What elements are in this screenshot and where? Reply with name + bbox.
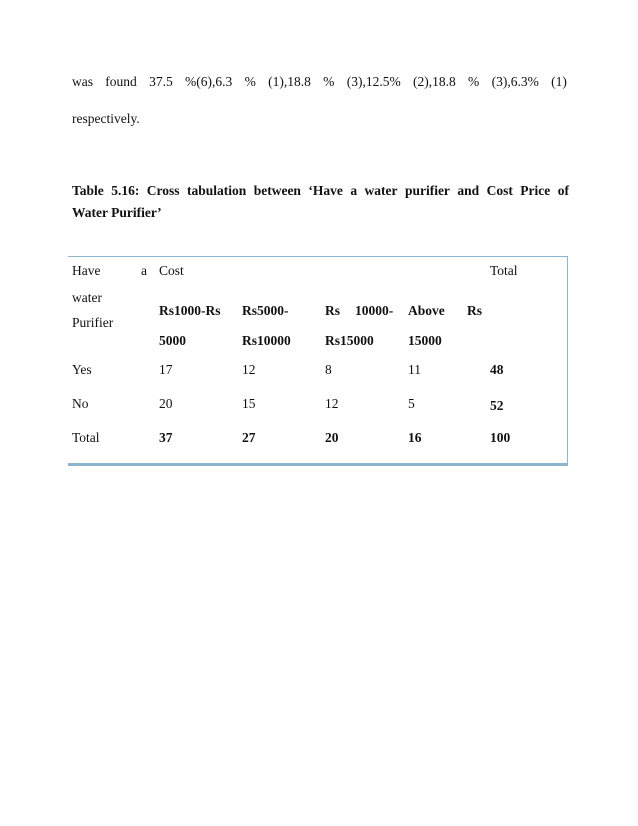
table-caption-line-2: Water Purifier’: [72, 205, 162, 220]
header-cost: Cost: [159, 263, 184, 278]
table-cell: 37: [159, 430, 173, 445]
caption-word: and: [457, 183, 480, 198]
caption-word: ‘Have: [308, 183, 343, 198]
header-row-label-water: water: [72, 290, 102, 305]
header-total: Total: [490, 263, 518, 278]
table-row-label-no: No: [72, 396, 89, 411]
paragraph-word: (3),12.5%: [346, 74, 401, 89]
header-row-label-purifier: Purifier: [72, 315, 114, 330]
paragraph-word: %(6),6.3: [185, 74, 233, 89]
caption-word: Price: [520, 183, 551, 198]
caption-word: a: [350, 183, 358, 198]
caption-word: Table: [72, 183, 104, 198]
column-header-2-line-1: Rs5000-: [242, 303, 289, 318]
caption-word: purifier: [404, 183, 450, 198]
table-cell-total: 48: [490, 362, 504, 377]
column-header-1-line-2: 5000: [159, 333, 186, 348]
column-header-3-line-2: Rs15000: [325, 333, 374, 348]
column-header-4-line-1b: Rs: [467, 303, 483, 318]
paragraph-word: %: [468, 74, 480, 89]
table-cell: 11: [408, 362, 421, 377]
paragraph-word: 37.5: [149, 74, 173, 89]
column-header-4-line-2: 15000: [408, 333, 442, 348]
column-header-3-line-1b: 10000-: [355, 303, 394, 318]
column-header-2-line-2: Rs10000: [242, 333, 291, 348]
column-header-4-line-1a: Above: [408, 303, 445, 318]
table-cell: 20: [325, 430, 339, 445]
caption-word: Cost: [486, 183, 513, 198]
column-header-1-line-1: Rs1000-Rs: [159, 303, 221, 318]
caption-word: of: [557, 183, 569, 198]
table-cell: 15: [242, 396, 256, 411]
paragraph-word: (1): [551, 74, 567, 89]
paragraph-word: found: [105, 74, 137, 89]
paragraph-word: %: [323, 74, 335, 89]
table-cell: 16: [408, 430, 422, 445]
caption-word: Cross: [146, 183, 180, 198]
table-row-label-yes: Yes: [72, 362, 92, 377]
paragraph-line-2: respectively.: [72, 111, 140, 126]
paragraph-word: (2),18.8: [413, 74, 456, 89]
table-cell: 27: [242, 430, 256, 445]
table-caption: [72, 180, 569, 224]
caption-word: 5.16:: [111, 183, 140, 198]
table-caption-line-1: [72, 180, 569, 202]
table-cell: 20: [159, 396, 173, 411]
table-row-label-total: Total: [72, 430, 100, 445]
table-cell: 12: [325, 396, 339, 411]
table-cell: 8: [325, 362, 332, 377]
table-cell: 17: [159, 362, 173, 377]
caption-word: water: [364, 183, 398, 198]
paragraph-word: (3),6.3%: [491, 74, 539, 89]
paragraph-word: %: [244, 74, 256, 89]
caption-word: tabulation: [186, 183, 247, 198]
caption-word: between: [253, 183, 301, 198]
paragraph-word: was: [72, 74, 93, 89]
table-cell-total: 100: [490, 430, 511, 445]
table-cell: 5: [408, 396, 415, 411]
header-row-label-a: a: [141, 263, 147, 278]
table-cell: 12: [242, 362, 256, 377]
paragraph-word: (1),18.8: [268, 74, 311, 89]
column-header-3-line-1a: Rs: [325, 303, 341, 318]
paragraph-line-1: [72, 74, 567, 90]
table-cell-total: 52: [490, 398, 504, 413]
header-row-label-have: Have: [72, 263, 101, 278]
